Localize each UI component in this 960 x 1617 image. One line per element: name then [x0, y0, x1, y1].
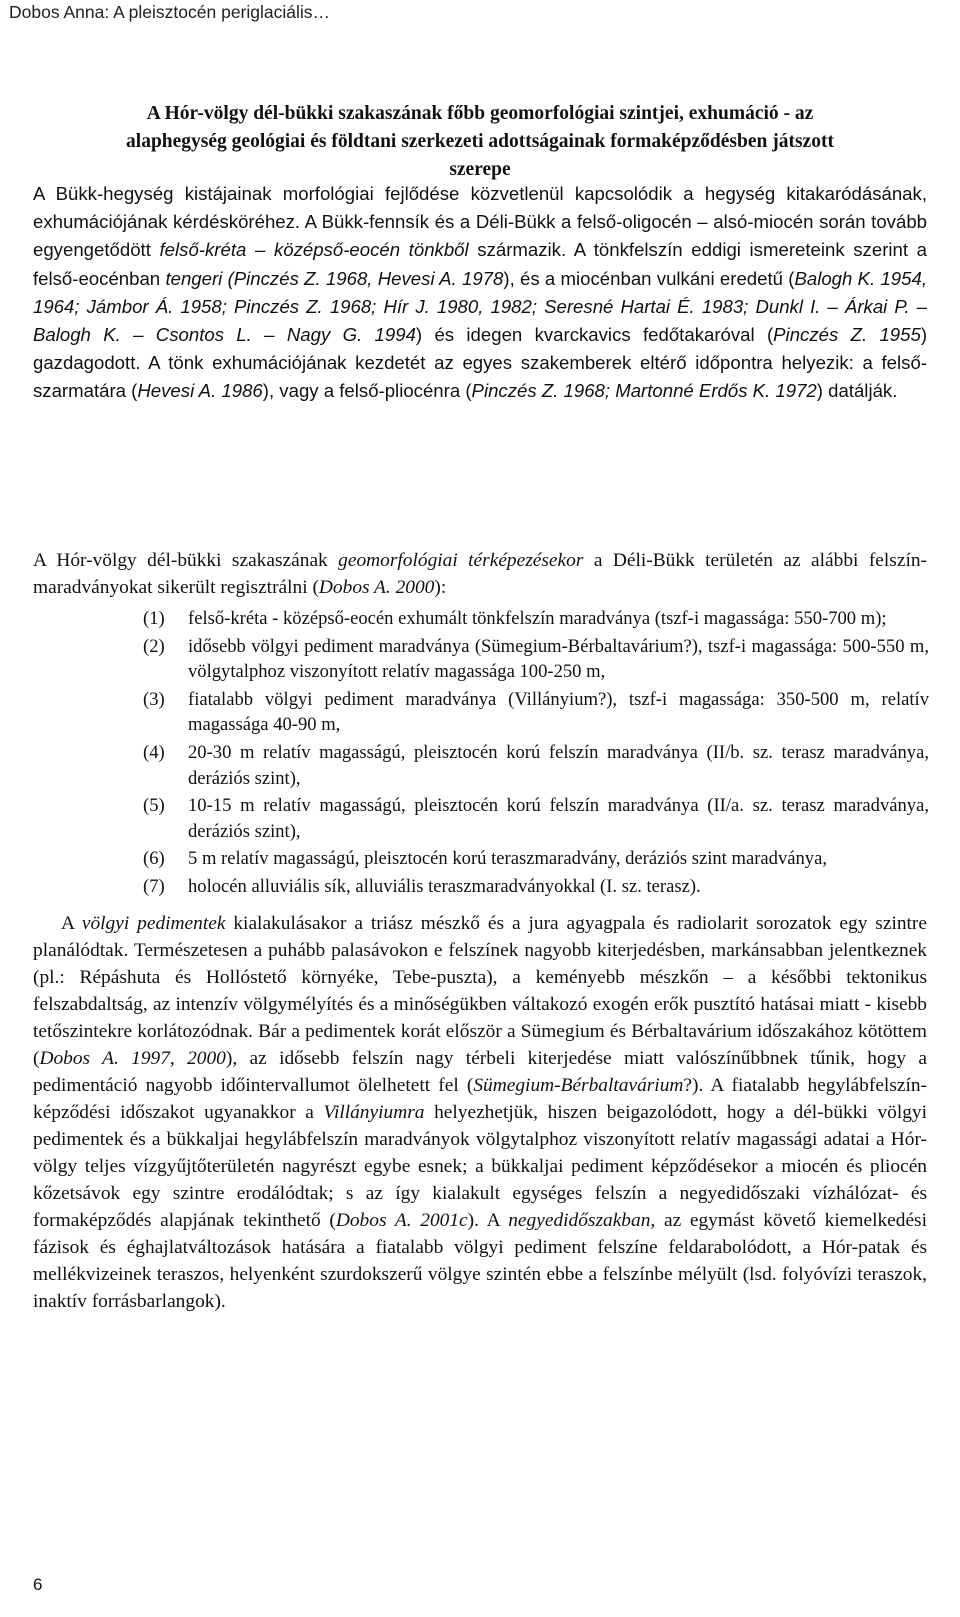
intro-paragraph — [33, 180, 927, 406]
text-italic: Dobos A. 2001c — [335, 1210, 468, 1231]
list-number: (7) — [143, 875, 165, 897]
text-italic: Pinczés Z. 1968; Martonné Erdős K. 1972 — [471, 380, 817, 402]
text: A — [61, 913, 82, 934]
list-item — [143, 634, 929, 685]
text-italic: Dobos A. 2000 — [318, 577, 435, 598]
title-line: A Hór-völgy dél-bükki szakaszának főbb geomorfológiai szintjei, exhumáció - az — [146, 103, 814, 124]
text: az egymást követő kiemelkedési fázisok és éghajlatváltozások hatására a fiatalabb völgyi pediment felszíne feldarabolódott, a Hór-patak és mellékvizeinek teraszos, helyenként szurdokszerű völgye szintén ebbe a felszínbe mélyült (lsd. folyóvízi teraszok, inaktív forrásbarlangok). — [33, 1210, 927, 1312]
text: kialakulásakor a triász mészkő és a jura agyagpala és radiolarit sorozatok egy szintre planálódtak. Természetesen a puhább palasávokon e felszínek nagyobb kiterjedésben, markánsabban jelentkeznek (pl.: Répáshuta és Hollóstető környéke, Tebe-puszta), a keményebb mészkőn – a későbbi tektonikus felszabdaltság, az intenzív völgymélyítés és a minőségükben váltakozó exogén erők pusztító hatásai miatt - kisebb tetőszintekre korlátozódnak. Bár a pedimentek korát először a Sümegium és Bérbaltavárium időszakához kötöttem ( — [33, 913, 927, 1069]
list-text: 20-30 m relatív magasságú, pleisztocén korú felszín maradványa (II/b. sz. terasz maradványa, deráziós szint), — [188, 741, 929, 789]
list-number: (1) — [143, 608, 165, 629]
text: ), vagy a felső-pliocénra ( — [262, 380, 472, 402]
text: származik. A tönkfelszín eddigi ismereteink szerint a felső-eocénban — [33, 239, 928, 289]
text: ). A — [467, 1210, 509, 1231]
lead-paragraph — [33, 547, 927, 601]
text-italic: Sümegium-Bérbaltavárium — [473, 1075, 684, 1096]
text-italic: Pinczés Z. 1955 — [773, 324, 921, 346]
surface-levels-list — [143, 606, 929, 902]
list-item — [143, 874, 929, 900]
text: a Déli-Bükk területén az alábbi felszín-maradványokat sikerült regisztrálni ( — [33, 550, 927, 598]
text: ): — [434, 577, 447, 598]
list-item — [143, 687, 929, 738]
text: ) gazdagodott. A tönk exhumációjának kezdetét az egyes szakemberek eltérő időpontra helyezik: a felső-szarmatára ( — [33, 324, 928, 402]
list-text: fiatalabb völgyi pediment maradványa (Villányium?), tszf-i magassága: 350-500 m, relatív magassága 40-90 m, — [188, 688, 929, 736]
running-header: Dobos Anna: A pleisztocén periglaciális… — [9, 2, 331, 22]
text-italic: völgyi pedimentek — [81, 913, 226, 934]
list-number: (4) — [143, 741, 165, 763]
text: ?). A fiatalabb hegylábfelszín-képződési időszakot ugyanakkor a — [33, 1075, 928, 1123]
text-italic: Dobos A. 1997, 2000 — [39, 1048, 226, 1069]
text-italic: negyedidőszakban, — [508, 1210, 656, 1231]
section-title — [20, 100, 940, 184]
list-text: idősebb völgyi pediment maradványa (Sümegium-Bérbaltavárium?), tszf-i magassága: 500-550 m, völgytalphoz viszonyított relatív magassága 100-250 m, — [188, 635, 929, 683]
text-italic: Balogh K. 1954, 1964; Jámbor Á. 1958; Pinczés Z. 1968; Hír J. 1980, 1982; Seresné Hartai É. 1983; Dunkl I. – Árkai P. – Balogh K. – Csontos L. – Nagy G. 1994 — [33, 267, 927, 346]
list-text: holocén alluviális sík, alluviális teraszmaradványokkal (I. sz. terasz). — [188, 875, 701, 897]
title-line: szerepe — [449, 159, 511, 180]
paragraph — [33, 910, 927, 1315]
list-text: felső-kréta - középső-eocén exhumált tönkfelszín maradványa (tszf-i magassága: 550-700 m); — [188, 608, 887, 629]
list-number: (2) — [143, 635, 165, 657]
text: helyezhetjük, hiszen beigazolódott, hogy a dél-bükki völgyi pedimentek és a bükkaljai hegylábfelszín maradványok völgytalphoz viszonyított relatív magassági adatai a Hór-völgy teljes vízgyűjtőterületén nagyrészt egybe esnek; a bükkaljai pediment képződésekor a miocén és pliocén kőzetsávok egy szintre erodálódtak; s az így kialakult egységes felszín a negyedidőszaki vízhálózat- és formaképződés alapjának tekinthető ( — [33, 1102, 928, 1231]
title-line: alaphegység geológiai és földtani szerkezeti adottságainak formaképződésben játszott — [126, 131, 834, 152]
text: A Bükk-hegység kistájainak morfológiai fejlődése közvetlenül kapcsolódik a hegység kitakaródásának, exhumációjának kérdésköréhez. A Bükk-fennsík és a Déli-Bükk a felső-oligocén – alsó-miocén során tovább egyengetődött — [33, 183, 927, 261]
text-italic: tengeri (Pinczés Z. 1968, Hevesi A. 1978 — [165, 267, 504, 289]
list-text: 5 m relatív magasságú, pleisztocén korú teraszmaradvány, deráziós szint maradványa, — [188, 848, 827, 870]
list-number: (3) — [143, 688, 165, 710]
list-number: (5) — [143, 795, 165, 817]
text: ), és a miocénban vulkáni eredetű ( — [503, 267, 795, 289]
page-number: 6 — [33, 1575, 43, 1594]
list-text: 10-15 m relatív magasságú, pleisztocén korú felszín maradványa (II/a. sz. terasz maradványa, deráziós szint), — [188, 795, 929, 842]
list-number: (6) — [143, 848, 165, 870]
text: A Hór-völgy dél-bükki szakaszának — [33, 550, 339, 571]
text: ), az idősebb felszín nagy térbeli kiterjedése miatt valószínűbbnek tűnik, hogy a pedimentáció nagyobb időintervallumot ölelhetett fel ( — [33, 1048, 928, 1096]
text-italic: felső-kréta – középső-eocén tönkből — [159, 239, 469, 261]
list-item — [143, 740, 929, 791]
list-item — [143, 846, 929, 872]
text-italic: Villányiumra — [323, 1102, 425, 1123]
text: ) és idegen kvarckavics fedőtakaróval ( — [415, 324, 774, 346]
list-item — [143, 793, 929, 844]
text: ) datálják. — [816, 380, 898, 402]
text-italic: Hevesi A. 1986 — [137, 380, 263, 402]
body-paragraph — [33, 910, 927, 1315]
text-italic: geomorfológiai térképezésekor — [338, 550, 584, 571]
list-item — [143, 606, 929, 632]
